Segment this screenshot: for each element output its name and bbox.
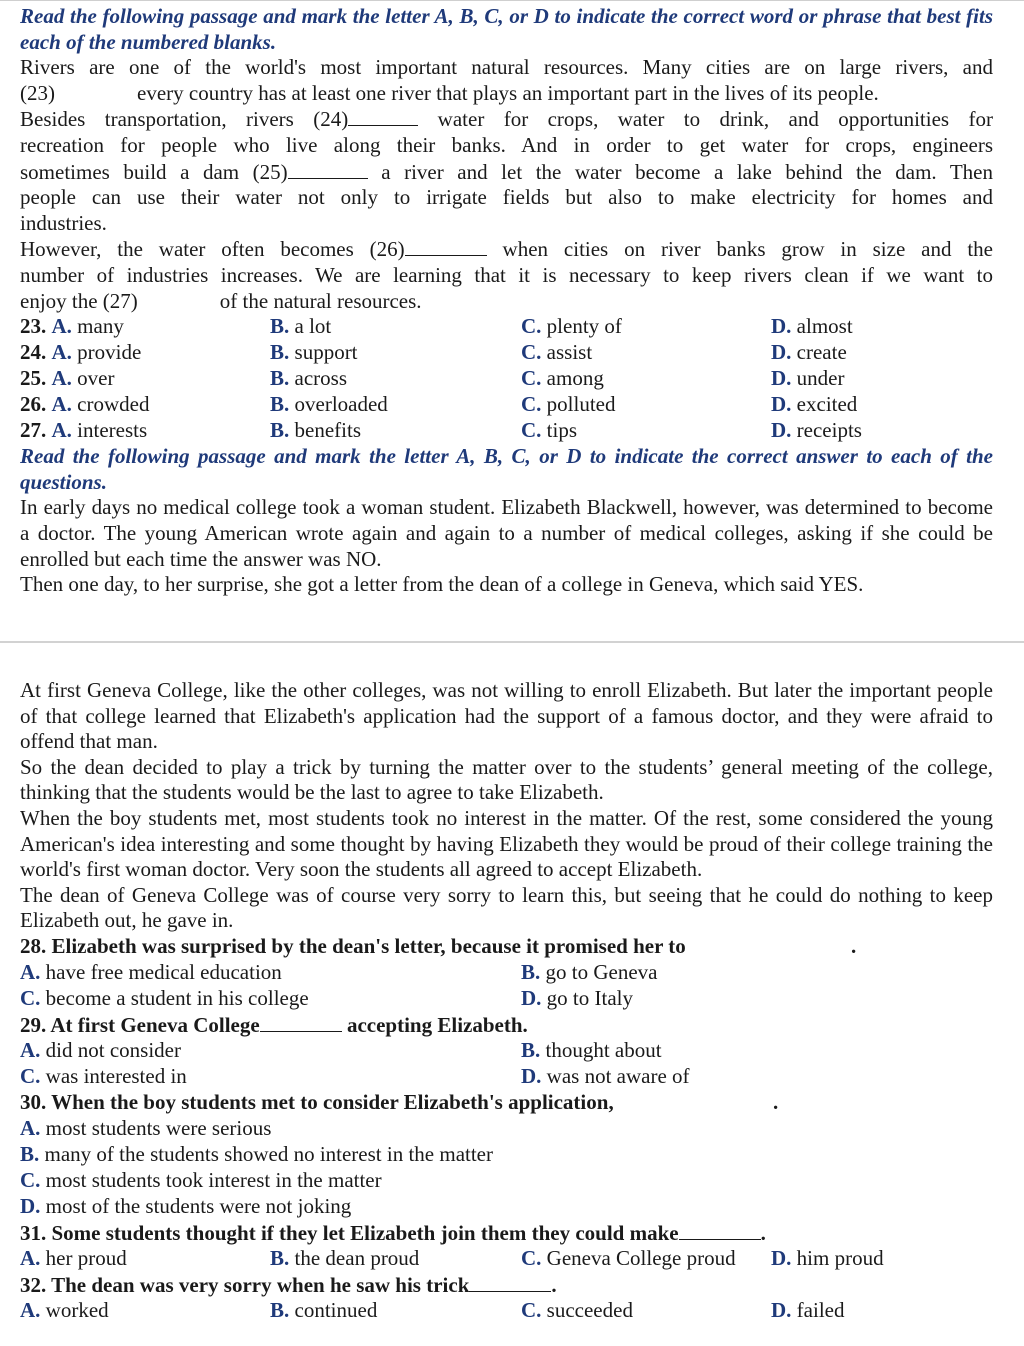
question-stem: 28. Elizabeth was surprised by the dean's letter, because it promised her to [20,933,686,958]
passage-text: However, the water often becomes (26) [20,237,405,262]
option-text[interactable]: tips [546,418,578,443]
passage-line [20,236,993,263]
answer-blank-29[interactable] [260,1012,342,1032]
passage-line: recreation for people who live along their banks. And in order to get water for crops, engineers [20,132,993,157]
option-text[interactable]: thought about [545,1037,662,1062]
option-text[interactable]: her proud [45,1245,127,1270]
option-letter[interactable]: D. [771,314,792,339]
option-text[interactable]: under [796,366,845,391]
option-letter[interactable]: A. [51,340,72,365]
option-text[interactable]: become a student in his college [45,985,309,1010]
answer-blank-26[interactable] [405,236,487,256]
option-letter[interactable]: B. [270,366,290,391]
option-letter[interactable]: C. [521,1245,542,1270]
passage2-paragraph: At first Geneva College, like the other colleges, was not willing to enroll Elizabeth. But later the important people of that college learned that Elizabeth's application had the support of a famous doctor, and they were afraid to offend that man. [20,678,993,754]
question-32 [20,1272,993,1298]
question-number: 25. [20,366,47,391]
answer-blank-24[interactable] [348,106,418,126]
option-text[interactable]: crowded [77,392,150,417]
answer-blank-25[interactable] [288,159,368,179]
question-end: . [773,1089,779,1114]
option-text[interactable]: almost [796,314,853,339]
option-text[interactable]: did not consider [45,1037,181,1062]
blank-number-23: (23) [20,80,55,105]
option-30-a [20,1116,993,1142]
option-letter[interactable]: B. [270,392,290,417]
option-letter[interactable]: D. [521,985,542,1010]
part2-instruction: Read the following passage and mark the letter A, B, C, or D to indicate the correct answer to each of the questions. [20,444,993,494]
passage-text: every country has at least one river that plays an important part in the lives of its people. [137,80,879,105]
question-end: . [551,1272,557,1297]
question-29 [20,1012,993,1038]
options-29-row2 [20,1064,993,1090]
blank-number-27: enjoy the (27) [20,288,138,313]
option-letter[interactable]: A. [20,1245,41,1270]
option-letter[interactable]: C. [20,1063,41,1088]
option-text[interactable]: assist [546,340,593,365]
passage-text: a river and let the water become a lake behind the dam. Then [381,159,993,184]
option-letter[interactable]: D. [521,1063,542,1088]
top-rule [0,0,1024,1]
option-text[interactable]: many [77,314,124,339]
passage1-paragraph1 [20,55,993,236]
option-letter[interactable]: B. [20,1141,40,1166]
option-text[interactable]: continued [294,1297,378,1322]
option-letter[interactable]: D. [20,1193,41,1218]
answer-blank-32[interactable] [469,1272,551,1292]
option-letter[interactable]: D. [771,340,792,365]
passage2-paragraph: In early days no medical college took a woman student. Elizabeth Blackwell, however, was determined to become a doctor. The young American wrote again and again to a number of medical colleges, asking if she could be enrolled but each time the answer was NO. [20,495,993,571]
passage1-paragraph2 [20,236,993,314]
question-row-24 [20,340,993,366]
option-letter[interactable]: B. [270,340,290,365]
option-letter[interactable]: B. [270,1297,290,1322]
passage2-paragraph: So the dean decided to play a trick by turning the matter over to the students’ general meeting of the college, thinking that the students would be the last to agree to take Elizabeth. [20,754,993,805]
question-stem: accepting Elizabeth. [346,1012,528,1037]
question-30 [20,1090,993,1116]
options-29-row1 [20,1038,993,1064]
option-text[interactable]: worked [45,1297,109,1322]
option-text[interactable]: plenty of [546,314,622,339]
option-letter[interactable]: B. [521,959,541,984]
option-text[interactable]: over [77,366,115,391]
passage2-paragraph: Then one day, to her surprise, she got a letter from the dean of a college in Geneva, which said YES. [20,572,864,597]
option-letter[interactable]: A. [20,1297,41,1322]
option-text[interactable]: failed [796,1297,845,1322]
option-letter[interactable]: D. [771,1297,792,1322]
option-text[interactable]: overloaded [294,392,388,417]
question-row-23 [20,314,993,340]
option-letter[interactable]: B. [270,418,290,443]
passage-line: number of industries increases. We are learning that it is necessary to keep rivers clean if we want to [20,262,993,287]
option-letter[interactable]: A. [20,959,41,984]
option-letter[interactable]: C. [521,340,542,365]
option-text[interactable]: most students were serious [45,1115,272,1140]
option-text[interactable]: the dean proud [294,1245,420,1270]
option-letter[interactable]: B. [270,314,290,339]
question-number: 23. [20,314,47,339]
option-text[interactable]: support [294,340,358,365]
option-text[interactable]: across [294,366,347,391]
passage-text: of the natural resources. [219,288,422,313]
option-text[interactable]: benefits [294,418,361,443]
question-row-27 [20,418,993,444]
option-text[interactable]: provide [77,340,142,365]
question-number: 24. [20,340,47,365]
option-letter[interactable]: A. [20,1115,41,1140]
option-letter[interactable]: C. [521,314,542,339]
question-stem: 32. The dean was very sorry when he saw his trick [20,1272,470,1297]
part1-options [20,314,993,444]
passage-line: Rivers are one of the world's most important natural resources. Many cities are on large rivers, and [20,55,993,80]
options-28-row1 [20,960,993,986]
option-30-d [20,1194,993,1220]
option-text[interactable]: many of the students showed no interest in the matter [44,1141,494,1166]
option-letter[interactable]: A. [51,366,72,391]
passage-text: Besides transportation, rivers (24) [20,107,349,132]
option-30-b [20,1142,993,1168]
option-letter[interactable]: C. [20,1167,41,1192]
question-stem: 30. When the boy students met to consider Elizabeth's application, [20,1089,614,1114]
question-number: 26. [20,392,47,417]
option-letter[interactable]: C. [521,418,542,443]
options-32-row [20,1298,993,1324]
option-text[interactable]: him proud [796,1245,884,1270]
option-letter[interactable]: A. [51,418,72,443]
option-letter[interactable]: A. [20,1037,41,1062]
option-text[interactable]: among [546,366,604,391]
option-letter[interactable]: B. [521,1037,541,1062]
option-text[interactable]: was not aware of [546,1063,690,1088]
option-text[interactable]: was interested in [45,1063,187,1088]
options-28-row2 [20,986,993,1012]
question-end: . [760,1220,766,1245]
question-number: 27. [20,418,47,443]
question-end: . [851,933,857,958]
option-text[interactable]: Geneva College proud [546,1245,736,1270]
question-31 [20,1220,993,1246]
passage-text: when cities on river banks grow in size and the [502,237,993,262]
option-30-c [20,1168,993,1194]
passage-line: people can use their water not only to irrigate fields but also to make electricity for homes and [20,185,993,210]
option-letter[interactable]: A. [51,314,72,339]
option-text[interactable]: create [796,340,847,365]
part1-section [20,4,993,598]
option-letter[interactable]: C. [521,366,542,391]
part1-instruction: Read the following passage and mark the letter A, B, C, or D to indicate the correct word or phrase that best fits each of the numbered blanks. [20,4,993,54]
option-letter[interactable]: C. [20,985,41,1010]
option-letter[interactable]: D. [771,1245,792,1270]
option-letter[interactable]: D. [771,392,792,417]
option-letter[interactable]: D. [771,418,792,443]
option-letter[interactable]: C. [521,392,542,417]
question-28 [20,934,993,960]
option-text[interactable]: go to Geneva [545,959,658,984]
option-letter[interactable]: B. [270,1245,290,1270]
option-text[interactable]: excited [796,392,858,417]
option-text[interactable]: a lot [294,314,332,339]
option-text[interactable]: go to Italy [546,985,633,1010]
option-text[interactable]: receipts [796,418,862,443]
option-text[interactable]: most students took interest in the matter [45,1167,382,1192]
passage-line [20,159,993,186]
passage-line: industries. [20,210,107,235]
passage-line [20,81,993,107]
option-letter[interactable]: A. [51,392,72,417]
passage2-paragraph: The dean of Geneva College was of course very sorry to learn this, but seeing that he could do nothing to keep Elizabeth out, he gave in. [20,882,993,933]
part2-section [20,678,993,1324]
passage2-paragraph: When the boy students met, most students took no interest in the matter. Of the rest, some considered the young American's idea interesting and some thought by having Elizabeth they would be proud of their college training the world's first woman doctor. Very soon the students all agreed to accept Elizabeth. [20,805,993,882]
passage-line [20,106,993,133]
passage-text: sometimes build a dam (25) [20,159,288,184]
question-row-26 [20,392,993,418]
options-31-row [20,1246,993,1272]
option-text[interactable]: polluted [546,392,616,417]
question-stem: 31. Some students thought if they let Elizabeth join them they could make [20,1220,679,1245]
question-stem: 29. At first Geneva College [20,1012,260,1037]
option-text[interactable]: interests [77,418,148,443]
option-letter[interactable]: D. [771,366,792,391]
page-separator [0,641,1024,643]
option-text[interactable]: succeeded [546,1297,633,1322]
option-text[interactable]: have free medical education [45,959,282,984]
passage-text: water for crops, water to drink, and opportunities for [437,107,993,132]
answer-blank-31[interactable] [679,1220,761,1240]
option-text[interactable]: most of the students were not joking [45,1193,352,1218]
passage-line [20,289,993,315]
question-row-25 [20,366,993,392]
option-letter[interactable]: C. [521,1297,542,1322]
